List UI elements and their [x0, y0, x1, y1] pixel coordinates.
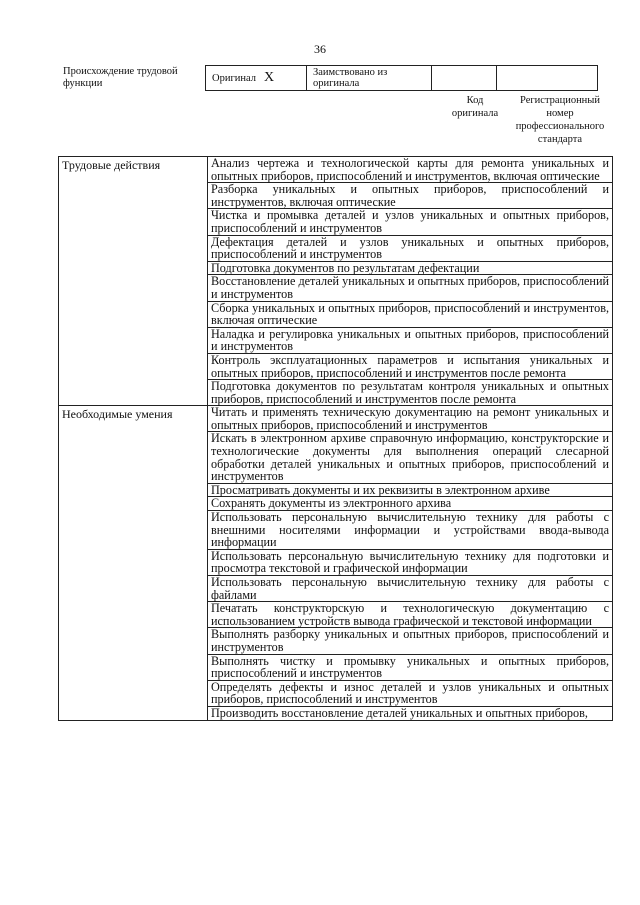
reg-number-cell: [497, 66, 598, 91]
section-item: Просматривать документы и их реквизиты в электронном архиве: [208, 483, 613, 497]
section-item: Использовать персональную вычислительную технику для работы с внешними носителями информации и устройствами ввода-вывода информации: [208, 511, 613, 550]
section-item: Наладка и регулировка уникальных и опытных приборов, приспособлений и инструментов: [208, 327, 613, 353]
section-item: Выполнять разборку уникальных и опытных приборов, приспособлений и инструментов: [208, 628, 613, 654]
section-item: Читать и применять техническую документацию на ремонт уникальных и опытных приборов, приспособлений и инструментов: [208, 406, 613, 432]
section-item: Использовать персональную вычислительную технику для подготовки и просмотра текстовой и графической информации: [208, 549, 613, 575]
origin-label: Происхождение трудовой функции: [63, 66, 178, 89]
borrowed-cell: [307, 66, 432, 91]
section-item: Восстановление деталей уникальных и опытных приборов, приспособлений и инструментов: [208, 275, 613, 301]
borrowed-label: Заимствовано из оригинала: [313, 67, 388, 89]
section-item: Выполнять чистку и промывку уникальных и опытных приборов, приспособлений и инструментов: [208, 654, 613, 680]
original-cell: [206, 66, 307, 91]
section-item: Дефектация деталей и узлов уникальных и опытных приборов, приспособлений и инструментов: [208, 235, 613, 261]
page-number: 36: [314, 42, 326, 56]
section-item: Определять дефекты и износ деталей и узлов уникальных и опытных приборов, приспособлений и инструментов: [208, 680, 613, 706]
code-caption: Код оригинала: [451, 95, 499, 119]
section-title: Трудовые действия: [59, 157, 208, 406]
section-item: Использовать персональную вычислительную технику для работы с файлами: [208, 576, 613, 602]
section-item: Анализ чертежа и технологической карты для ремонта уникальных и опытных приборов, приспособлений и инструментов, включая оптические: [208, 157, 613, 183]
origin-table: [205, 65, 598, 91]
reg-caption: Регистрационный номер профессионального стандарта: [515, 95, 605, 145]
function-table: [58, 156, 613, 721]
section-item: Искать в электронном архиве справочную информацию, конструкторские и технологические документы для выполнения операций слесарной обработки деталей уникальных и опытных приборов, приспособлений и инструментов: [208, 432, 613, 483]
section-item: Сборка уникальных и опытных приборов, приспособлений и инструментов, включая оптические: [208, 301, 613, 327]
section-item: Сохранять документы из электронного архива: [208, 497, 613, 511]
table-row: [59, 406, 613, 432]
section-item: Чистка и промывка деталей и узлов уникальных и опытных приборов, приспособлений и инструментов: [208, 209, 613, 235]
original-label: Оригинал: [212, 73, 256, 84]
section-item: Подготовка документов по результатам контроля уникальных и опытных приборов, приспособлений и инструментов после ремонта: [208, 380, 613, 406]
original-mark: X: [264, 70, 275, 85]
code-cell: [432, 66, 497, 91]
section-item: Производить восстановление деталей уникальных и опытных приборов,: [208, 706, 613, 720]
section-title: Необходимые умения: [59, 406, 208, 720]
section-item: Контроль эксплуатационных параметров и испытания уникальных и опытных приборов, приспособлений и инструментов после ремонта: [208, 353, 613, 379]
section-item: Подготовка документов по результатам дефектации: [208, 261, 613, 275]
section-item: Печатать конструкторскую и технологическую документацию с использованием устройств вывода графической и текстовой информации: [208, 602, 613, 628]
section-item: Разборка уникальных и опытных приборов, приспособлений и инструментов, включая оптические: [208, 183, 613, 209]
table-row: [59, 157, 613, 183]
